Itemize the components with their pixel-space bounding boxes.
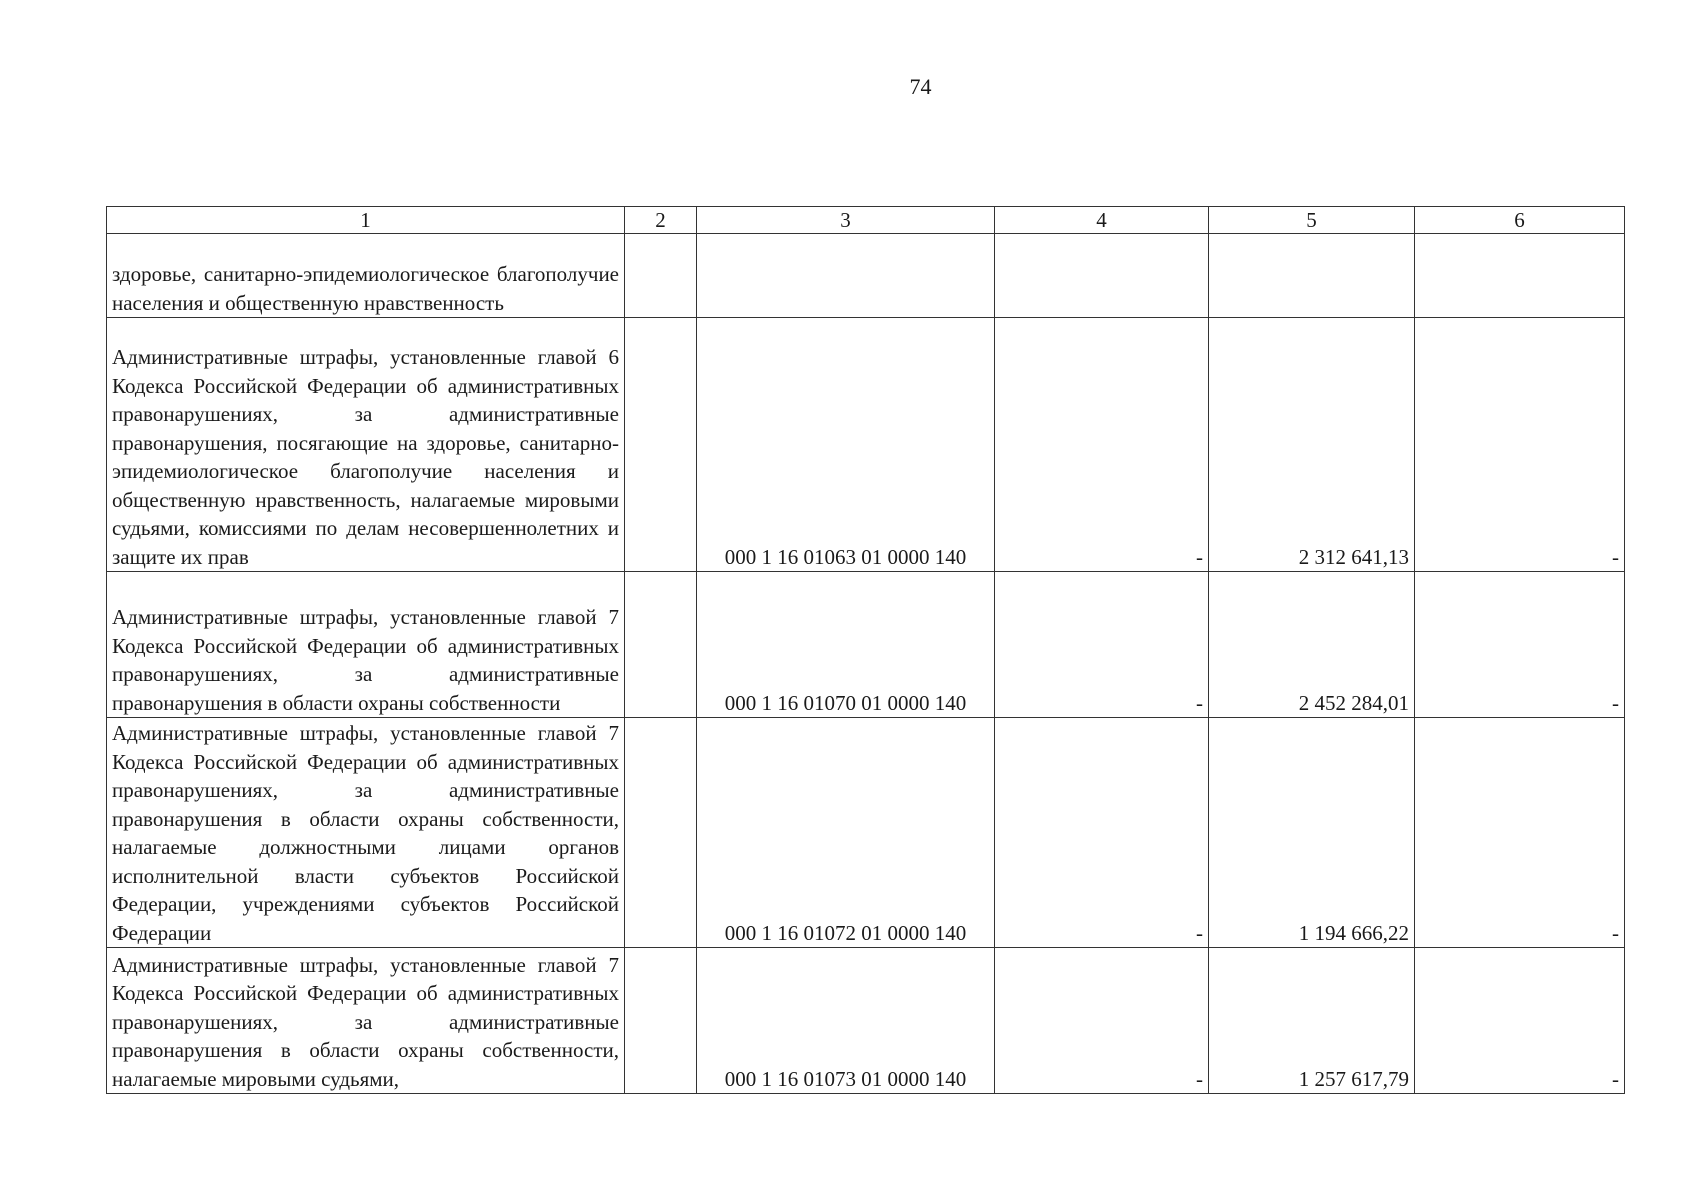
- table-row: [107, 572, 1625, 718]
- row-col4: -: [995, 572, 1209, 718]
- row-amount: 1 194 666,22: [1209, 718, 1415, 948]
- row-col4: -: [995, 948, 1209, 1094]
- row-col2: [625, 948, 697, 1094]
- row-description: здоровье, санитарно-эпидемиологическое благополучие населения и общественную нравственность: [107, 234, 625, 318]
- row-col2: [625, 572, 697, 718]
- row-col2: [625, 234, 697, 318]
- row-description: Административные штрафы, установленные главой 7 Кодекса Российской Федерации об административных правонарушениях, за административные правонарушения в области охраны собственности, налагаемые должностными лицами органов исполнительной власти субъектов Российской Федерации, учреждениями субъектов Российской Федерации: [107, 718, 625, 948]
- row-col4: -: [995, 718, 1209, 948]
- row-col2: [625, 318, 697, 572]
- revenue-table: [106, 206, 1625, 1094]
- row-budget-code: 000 1 16 01073 01 0000 140: [697, 948, 995, 1094]
- table-row: [107, 318, 1625, 572]
- table-header-row: [107, 207, 1625, 234]
- row-col6: -: [1415, 572, 1625, 718]
- table-row: [107, 718, 1625, 948]
- row-budget-code: 000 1 16 01072 01 0000 140: [697, 718, 995, 948]
- row-amount: 2 452 284,01: [1209, 572, 1415, 718]
- column-header: 3: [697, 207, 995, 234]
- row-budget-code: 000 1 16 01070 01 0000 140: [697, 572, 995, 718]
- row-col2: [625, 718, 697, 948]
- row-budget-code: [697, 234, 995, 318]
- row-col6: [1415, 234, 1625, 318]
- column-header: 2: [625, 207, 697, 234]
- row-amount: 1 257 617,79: [1209, 948, 1415, 1094]
- row-description: Административные штрафы, установленные главой 6 Кодекса Российской Федерации об административных правонарушениях, за административные правонарушения, посягающие на здоровье, санитарно-эпидемиологическое благополучие населения и общественную нравственность, налагаемые мировыми судьями, комиссиями по делам несовершеннолетних и защите их прав: [107, 318, 625, 572]
- column-header: 5: [1209, 207, 1415, 234]
- row-description: Административные штрафы, установленные главой 7 Кодекса Российской Федерации об административных правонарушениях, за административные правонарушения в области охраны собственности, налагаемые мировыми судьями,: [107, 948, 625, 1094]
- column-header: 4: [995, 207, 1209, 234]
- table-row: [107, 234, 1625, 318]
- row-col4: [995, 234, 1209, 318]
- row-col6: -: [1415, 948, 1625, 1094]
- row-col6: -: [1415, 318, 1625, 572]
- row-col6: -: [1415, 718, 1625, 948]
- column-header: 1: [107, 207, 625, 234]
- row-budget-code: 000 1 16 01063 01 0000 140: [697, 318, 995, 572]
- column-header: 6: [1415, 207, 1625, 234]
- row-col4: -: [995, 318, 1209, 572]
- row-description: Административные штрафы, установленные главой 7 Кодекса Российской Федерации об административных правонарушениях, за административные правонарушения в области охраны собственности: [107, 572, 625, 718]
- row-amount: [1209, 234, 1415, 318]
- row-amount: 2 312 641,13: [1209, 318, 1415, 572]
- table-row: [107, 948, 1625, 1094]
- page-number: 74: [909, 74, 932, 99]
